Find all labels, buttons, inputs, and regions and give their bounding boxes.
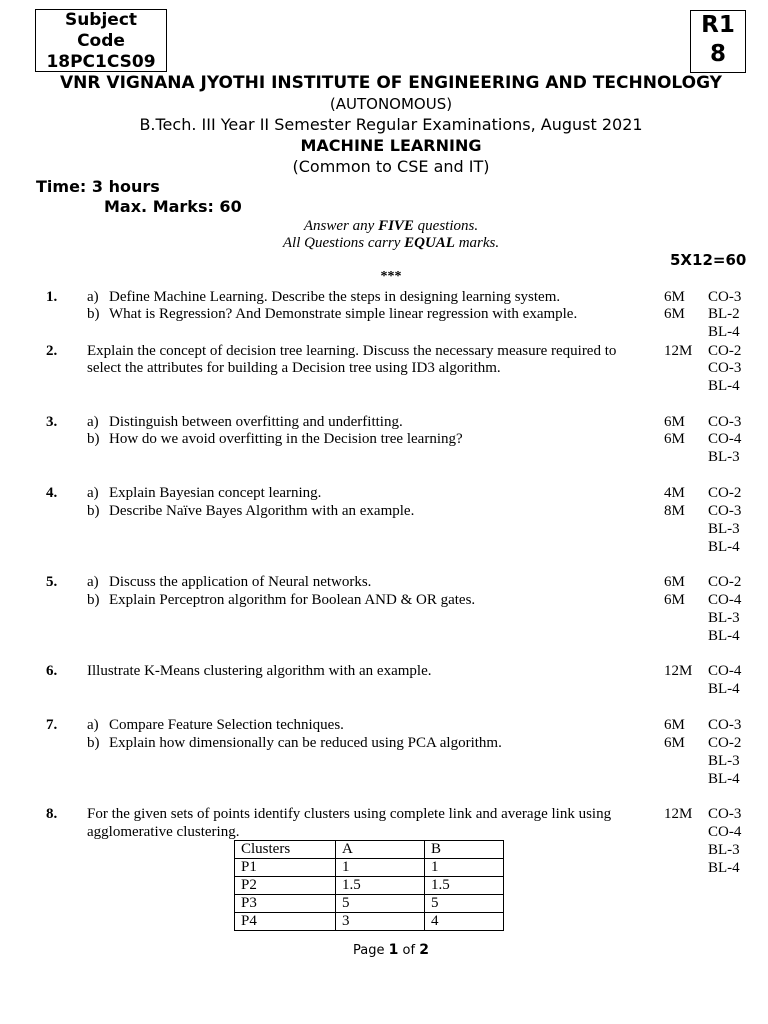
table-row [235, 859, 504, 877]
question-number: 2. [46, 343, 58, 359]
question-text: Illustrate K-Means clustering algorithm with an example. [87, 663, 432, 679]
marks: 6M [664, 717, 685, 733]
marks: 6M [664, 735, 685, 751]
page-word: Page [353, 943, 389, 958]
table-cell: P3 [235, 895, 336, 913]
marks: 12M [664, 343, 693, 359]
table-cell: 1.5 [336, 877, 425, 895]
sub-label: b) [87, 431, 100, 447]
marks: 12M [664, 663, 693, 679]
sub-label: b) [87, 592, 100, 608]
page-number: 1 [388, 942, 399, 958]
subject-code-label-1: Subject [64, 10, 138, 30]
question-text: select the attributes for building a Decision tree using ID3 algorithm. [87, 360, 501, 376]
instruction-1 [0, 217, 768, 235]
institute-name: VNR VIGNANA JYOTHI INSTITUTE OF ENGINEERING AND TECHNOLOGY [60, 73, 722, 93]
course-outcome: CO-3 [708, 717, 742, 733]
page-total: 2 [419, 942, 429, 958]
course-outcome: CO-3 [708, 414, 742, 430]
marks: 6M [664, 574, 685, 590]
course-outcome: CO-3 [708, 289, 742, 305]
table-cell: 1 [336, 859, 425, 877]
subject-code-box [35, 9, 167, 72]
course-outcome: CO-2 [708, 574, 742, 590]
subject-code-value: 18PC1CS09 [46, 52, 156, 72]
bloom-level: BL-4 [708, 539, 740, 555]
course-outcome: CO-2 [708, 343, 742, 359]
marks: 12M [664, 806, 693, 822]
question-text: Distinguish between overfitting and underfitting. [109, 414, 403, 430]
autonomous-label: (AUTONOMOUS) [329, 95, 453, 113]
marks: 8M [664, 503, 685, 519]
regulation-line-2: 8 [709, 41, 726, 67]
question-number: 4. [46, 485, 58, 501]
bloom-level: BL-3 [708, 842, 740, 858]
exam-time: Time: 3 hours [36, 177, 160, 196]
course-outcome: CO-4 [708, 824, 742, 840]
instruction-2 [0, 234, 768, 252]
marks-scheme: 5X12=60 [670, 251, 747, 269]
table-cell: 5 [336, 895, 425, 913]
course-outcome: CO-3 [708, 503, 742, 519]
marks: 6M [664, 414, 685, 430]
course-outcome: CO-2 [708, 735, 742, 751]
bloom-level: BL-3 [708, 449, 740, 465]
table-cell: 1 [425, 859, 504, 877]
bloom-level: BL-3 [708, 753, 740, 769]
marks: 6M [664, 289, 685, 305]
question-text: How do we avoid overfitting in the Decision tree learning? [109, 431, 463, 447]
course-outcome: CO-3 [708, 806, 742, 822]
question-text: What is Regression? And Demonstrate simple linear regression with example. [109, 306, 578, 322]
regulation-box [690, 10, 746, 73]
course-outcome: CO-2 [708, 485, 742, 501]
table-cell: 5 [425, 895, 504, 913]
bloom-level: BL-3 [708, 610, 740, 626]
bloom-level: BL-4 [708, 681, 740, 697]
regulation-line-1: R1 [701, 12, 735, 38]
table-cell: 3 [336, 913, 425, 931]
bloom-level: BL-4 [708, 771, 740, 787]
question-text: agglomerative clustering. [87, 824, 240, 840]
question-number: 1. [46, 289, 58, 305]
bloom-level: BL-3 [708, 521, 740, 537]
sub-label: b) [87, 735, 100, 751]
separator-stars: *** [380, 269, 402, 284]
question-text: Explain Bayesian concept learning. [109, 485, 322, 501]
sub-label: a) [87, 414, 99, 430]
instruction-2-a: All Questions carry [282, 235, 405, 251]
table-cell: 1.5 [425, 877, 504, 895]
marks: 4M [664, 485, 685, 501]
table-row [235, 895, 504, 913]
table-header-cell: A [336, 841, 425, 859]
table-header-row [235, 841, 504, 859]
question-text: Discuss the application of Neural networks. [109, 574, 372, 590]
question-text: For the given sets of points identify clusters using complete link and average link using [87, 806, 612, 822]
marks: 6M [664, 431, 685, 447]
exam-title: B.Tech. III Year II Semester Regular Examinations, August 2021 [139, 115, 643, 134]
instruction-2-emphasis: EQUAL [404, 235, 455, 251]
of-word: of [398, 943, 420, 958]
question-number: 7. [46, 717, 58, 733]
course-outcome: CO-3 [708, 360, 742, 376]
table-header-cell: Clusters [235, 841, 336, 859]
question-text: Explain how dimensionally can be reduced using PCA algorithm. [109, 735, 502, 751]
sub-label: a) [87, 717, 99, 733]
sub-label: a) [87, 574, 99, 590]
table-cell: P4 [235, 913, 336, 931]
question-text: Compare Feature Selection techniques. [109, 717, 344, 733]
table-cell: 4 [425, 913, 504, 931]
subject-title: MACHINE LEARNING [300, 136, 482, 155]
common-label: (Common to CSE and IT) [292, 157, 490, 176]
question-text: Explain the concept of decision tree learning. Discuss the necessary measure required to [87, 343, 617, 359]
question-text: Define Machine Learning. Describe the steps in designing learning system. [109, 289, 561, 305]
instruction-1-emphasis: FIVE [378, 218, 414, 234]
table-cell: P1 [235, 859, 336, 877]
points-table [234, 840, 504, 931]
bloom-level: BL-4 [708, 628, 740, 644]
sub-label: b) [87, 306, 100, 322]
question-number: 5. [46, 574, 58, 590]
question-text: Explain Perceptron algorithm for Boolean AND & OR gates. [109, 592, 476, 608]
course-outcome: CO-4 [708, 431, 742, 447]
page-footer [0, 942, 768, 959]
bloom-level: BL-2 [708, 306, 740, 322]
instruction-2-c: marks. [454, 235, 500, 251]
bloom-level: BL-4 [708, 860, 740, 876]
sub-label: a) [87, 485, 99, 501]
marks: 6M [664, 306, 685, 322]
marks: 6M [664, 592, 685, 608]
question-number: 8. [46, 806, 58, 822]
subject-code-label-2: Code [77, 31, 125, 51]
question-number: 6. [46, 663, 58, 679]
sub-label: b) [87, 503, 100, 519]
question-number: 3. [46, 414, 58, 430]
table-row [235, 913, 504, 931]
sub-label: a) [87, 289, 99, 305]
bloom-level: BL-4 [708, 324, 740, 340]
course-outcome: CO-4 [708, 663, 742, 679]
instruction-1-c: questions. [413, 218, 479, 234]
course-outcome: CO-4 [708, 592, 742, 608]
table-header-cell: B [425, 841, 504, 859]
question-text: Describe Naïve Bayes Algorithm with an example. [109, 503, 415, 519]
table-cell: P2 [235, 877, 336, 895]
max-marks: Max. Marks: 60 [104, 197, 242, 216]
table-row [235, 877, 504, 895]
instruction-1-a: Answer any [303, 218, 379, 234]
bloom-level: BL-4 [708, 378, 740, 394]
